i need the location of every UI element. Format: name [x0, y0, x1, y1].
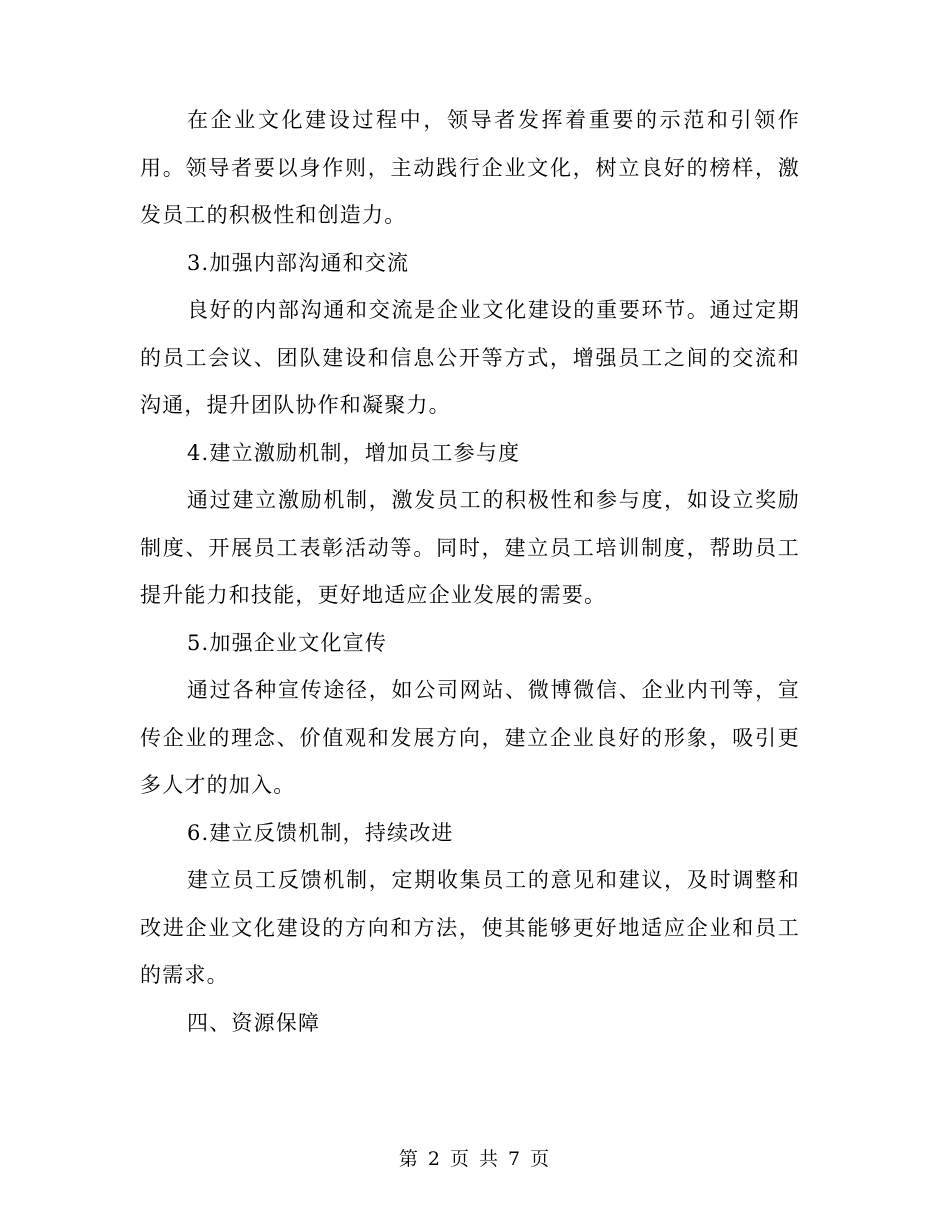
- paragraph-feedback-mechanism: 建立员工反馈机制，定期收集员工的意见和建议，及时调整和改进企业文化建设的方向和方法，使其能够更好地适应企业和员工的需求。: [140, 868, 800, 987]
- page-number-footer: 第 2 页 共 7 页: [398, 1148, 552, 1170]
- paragraph-leadership-role: 在企业文化建设过程中，领导者发挥着重要的示范和引领作用。领导者要以身作则，主动践行企业文化，树立良好的榜样，激发员工的积极性和创造力。: [140, 108, 800, 227]
- heading-internal-communication: 3.加强内部沟通和交流: [187, 250, 410, 275]
- document-body: [140, 97, 800, 1047]
- paragraph-internal-communication: 良好的内部沟通和交流是企业文化建设的重要环节。通过定期的员工会议、团队建设和信息公开等方式，增强员工之间的交流和沟通，提升团队协作和凝聚力。: [140, 298, 800, 417]
- heading-feedback-mechanism: 6.建立反馈机制，持续改进: [187, 820, 454, 845]
- heading-incentive-mechanism: 4.建立激励机制，增加员工参与度: [187, 440, 521, 465]
- paragraph-incentive-mechanism: 通过建立激励机制，激发员工的积极性和参与度，如设立奖励制度、开展员工表彰活动等。同时，建立员工培训制度，帮助员工提升能力和技能，更好地适应企业发展的需要。: [140, 488, 800, 607]
- heading-resource-guarantee: 四、资源保障: [187, 1010, 321, 1035]
- heading-culture-publicity: 5.加强企业文化宣传: [187, 630, 388, 655]
- paragraph-culture-publicity: 通过各种宣传途径，如公司网站、微博微信、企业内刊等，宣传企业的理念、价值观和发展方向，建立企业良好的形象，吸引更多人才的加入。: [140, 678, 800, 797]
